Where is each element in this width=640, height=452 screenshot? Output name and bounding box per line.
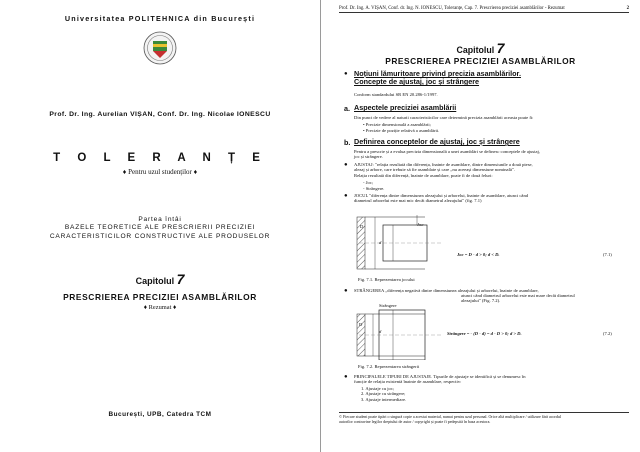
text-line: atunci când diametrul arborelui este mai mare decât diametrul bbox=[461, 293, 575, 298]
text-line: STRÂNGEREA „diferența negativă dintre dimensiunea alezajului și arborelui, înainte de asamblare, bbox=[354, 288, 539, 293]
list-item: 3. Ajustaje intermediare. bbox=[361, 396, 407, 402]
fig1-caption: Fig. 7.1. Reprezentarea jocului bbox=[358, 277, 415, 282]
footer-line: autorilor contravine legilor dreptului de autor / copyright și poate fi pedepsită în baza acestora. bbox=[339, 419, 491, 424]
tipuri-def bbox=[354, 374, 626, 385]
bullet1-line2: Concepte de ajustaj, joc și strângere bbox=[354, 77, 480, 87]
part-line-2: CARACTERISTICILOR CONSTRUCTIVE ALE PRODUSELOR bbox=[49, 232, 271, 240]
chapter-title-right: PRESCRIEREA PRECIZIEI ASAMBLĂRILOR bbox=[385, 56, 576, 66]
header-text: Prof. Dr. Ing. A. VIȘAN, Conf. dr. Ing. N. IONESCU, Toleranțe, Cap. 7. Prescrierea preciziei asamblărilor - Rezumat bbox=[339, 6, 565, 11]
list-item: • Precizie dimensională a asamblării; bbox=[363, 122, 431, 127]
list-item: - Joc; bbox=[363, 180, 374, 185]
list-item: • Precizie de poziție relativă a asamblării. bbox=[363, 128, 440, 133]
chapter-word: Capitolul bbox=[456, 45, 495, 55]
text-line: alezaj și arbore, care trebuie să fie asamblate și care „nu aceeași dimensiune nominală". bbox=[354, 167, 515, 173]
chapter-word: Capitolul bbox=[135, 276, 175, 286]
bullet-icon: ● bbox=[344, 71, 348, 77]
item-text: Precizie dimensională a asamblării; bbox=[365, 122, 431, 127]
text-line: AJUSTAJ: "relația rezultată din diferența, înainte de asamblare, dintre dimensiunile a două piese, bbox=[354, 162, 533, 167]
fig2-D-label: D bbox=[359, 322, 363, 327]
section-a-label: a. bbox=[344, 104, 350, 113]
text-line: Relația rezultată din diferență, înainte de asamblare, poate fi de două feluri: bbox=[354, 172, 493, 178]
authors: Prof. Dr. Ing. Aurelian VIȘAN, Conf. Dr. Ing. Nicolae IONESCU bbox=[49, 111, 271, 118]
right-page bbox=[321, 0, 640, 452]
standard-ref: Conform standardului SR EN 20.286-1/1997. bbox=[354, 92, 438, 97]
copyright-footer bbox=[339, 412, 629, 424]
fig2-strangere-label: Strângere bbox=[379, 303, 397, 308]
part-line-1: BAZELE TEORETICE ALE PRESCRIERII PRECIZIEI bbox=[64, 224, 256, 232]
text-line: funcție de relația existentă înainte de asamblare, respectiv: bbox=[354, 379, 462, 385]
section-a-title: Aspectele preciziei asamblării bbox=[354, 103, 457, 112]
summary-label: ♦ Rezumat ♦ bbox=[143, 304, 177, 311]
fig1-D-label: D bbox=[360, 224, 364, 229]
chapter-heading bbox=[0, 271, 320, 287]
university-name: Universitatea POLITEHNICA din București bbox=[64, 14, 256, 23]
figure-joc bbox=[355, 213, 445, 273]
tipuri-list bbox=[361, 386, 633, 402]
part-label: Partea întâi bbox=[138, 216, 182, 223]
joc-equation: Joc = D - d > 0; d < D. bbox=[457, 252, 500, 257]
footer-line: © Fiecare student poate tipări o singură copie a acestui material, numai pentru uzul personal. Orice altă multiplicare / utilizare fără acordul bbox=[339, 414, 561, 419]
ajustaj-def bbox=[354, 162, 626, 178]
text-line: diametrul arborelui este mai mic decât diametrul alezajului" (fig. 7.1) bbox=[354, 198, 482, 204]
upb-crest-icon bbox=[142, 30, 178, 66]
section-heading bbox=[354, 70, 521, 86]
fig2-caption: Fig. 7.2. Reprezentarea strângerii bbox=[358, 364, 420, 369]
list-item: - Strângere. bbox=[363, 186, 385, 191]
chapter-number: 7 bbox=[176, 271, 185, 287]
text-line: PRINCIPALELE TIPURI DE AJUSTAJE. Tipurile de ajustaje se identifică și se denumesc în bbox=[354, 374, 526, 379]
chapter-title: PRESCRIEREA PRECIZIEI ASAMBLĂRILOR bbox=[63, 292, 257, 302]
text-line: JOCUL "diferența dintre dimensiunea alezajului și arborelui, înainte de asamblare, atunci când bbox=[354, 193, 529, 198]
section-b-title: Definirea conceptelor de ajustaj, joc și strângere bbox=[354, 137, 520, 146]
bullet-icon: ● bbox=[344, 162, 348, 168]
strangere-eq-number: (7.2) bbox=[603, 331, 612, 336]
bullet-icon: ● bbox=[344, 193, 348, 199]
chapter-heading-right bbox=[321, 40, 640, 56]
strangere-def-cont bbox=[461, 293, 621, 304]
text-line: Pentru a prescrie și a evalua precizia dimensională a unei asamblări se definesc conceptele de ajustaj, bbox=[354, 149, 540, 154]
bullet1-line1: Noțiuni lămuritoare privind precizia asamblărilor. bbox=[354, 69, 521, 78]
fig1-joc-label: Joc bbox=[417, 222, 424, 227]
section-b-label: b. bbox=[344, 138, 351, 147]
part-heading bbox=[0, 216, 320, 241]
figure-strangere bbox=[355, 302, 445, 360]
page-header bbox=[339, 6, 629, 13]
section-b-text bbox=[354, 149, 626, 160]
joc-eq-number: (7.1) bbox=[603, 252, 612, 257]
bullet-icon: ● bbox=[344, 288, 348, 294]
item-text: Joc; bbox=[365, 180, 374, 185]
list-item: 2. Ajustaje cu strângere; bbox=[361, 391, 406, 397]
fig2-d-label: d bbox=[379, 329, 382, 334]
item-text: Precizie de poziție relativă a asamblării. bbox=[365, 128, 440, 133]
left-footer: București, UPB, Catedra TCM bbox=[108, 411, 212, 418]
bullet-icon: ● bbox=[344, 374, 348, 380]
section-a-text: Din punct de vedere al naturii caracteristicilor care determină precizia asamblării aceasta poate fi: bbox=[354, 115, 534, 120]
text-line: joc și strângere. bbox=[354, 154, 383, 160]
book-subtitle: ♦ Pentru uzul studenților ♦ bbox=[122, 168, 198, 176]
joc-def bbox=[354, 193, 626, 204]
fig1-d-label: d bbox=[379, 240, 382, 245]
page-number: 2 bbox=[626, 6, 629, 11]
text-line: alezajului" (Fig. 7.2). bbox=[461, 298, 501, 304]
chapter-number: 7 bbox=[496, 40, 505, 56]
list-item: 1. Ajustaje cu joc; bbox=[361, 386, 395, 391]
book-title: T O L E R A N Ț E bbox=[53, 152, 267, 164]
strangere-equation: Strângere = - (D - d) = d - D > 0; d > D. bbox=[447, 331, 522, 336]
item-text: Strângere. bbox=[365, 186, 385, 191]
